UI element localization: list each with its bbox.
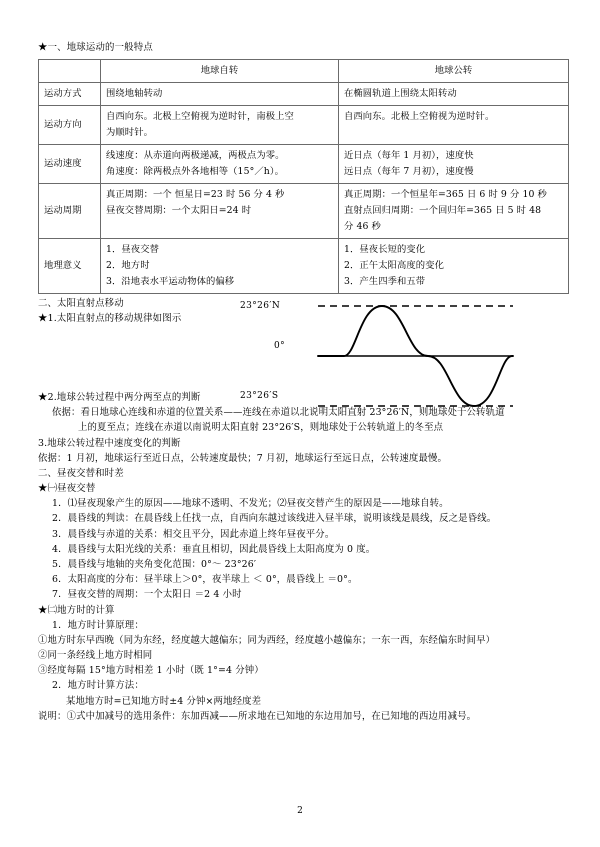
section-3-list-item-3: 3．晨昏线与赤道的关系：相交且平分，因此赤道上终年昼夜平分。: [52, 528, 335, 540]
section-4-sub: ★㈡地方时的计算: [38, 604, 115, 616]
section-3-list-item-6: 6．太阳高度的分布：昼半球上＞0°，夜半球上 ＜ 0°，晨昏线上 ＝0°。: [52, 574, 358, 586]
section-2-item-3: 3.地球公转过程中速度变化的判断: [38, 437, 181, 449]
section-4-note: 说明：①式中加减号的选用条件：东加西减——所求地在已知地的东边用加号，在已知地的西边用减号。: [38, 710, 477, 722]
cell-revolution-motion-speed: [339, 145, 569, 184]
table-header-row: [39, 60, 569, 83]
cell-rotation-geographic-significance: [101, 239, 339, 294]
cell-line-spacer: [106, 219, 333, 235]
cell-line: 分 46 秒: [344, 221, 381, 232]
cell-list-item: 3．产生四季和五带: [344, 276, 426, 287]
cell-line: 在椭圆轨道上围绕太阳转动: [344, 88, 457, 99]
cell-line: 昼夜交替周期：一个太阳日=24 时: [106, 205, 252, 216]
row-label-geographic-significance: 地理意义: [39, 239, 101, 294]
section-2-item-2-basis-line-2: 上的夏至点；连线在赤道以南说明太阳直射 23°26′S，则地球处于公转轨道上的冬至点: [78, 422, 444, 434]
section-2-item-2: ★2.地球公转过程中两分两至点的判断: [38, 392, 201, 404]
diagram-label-north-tropic: 23°26′N: [240, 301, 281, 311]
section-4-item-1-sub-2: ②同一条经线上地方时相同: [38, 650, 153, 662]
row-label-motion-speed: 运动速度: [39, 145, 101, 184]
section-2-item-2-basis-line-1: 依据：看日地球心连线和赤道的位置关系——连线在赤道以北说明太阳直射 23°26′N，则地球处于公转轨道: [52, 407, 505, 419]
section-2-item-1: ★1.太阳直射点的移动规律如图示: [38, 313, 182, 325]
cell-rotation-motion-speed: [101, 145, 339, 184]
cell-line: 近日点（每年 1 月初），速度快: [344, 150, 474, 161]
cell-line: 自西向东。北极上空俯视为逆时针。: [344, 111, 495, 122]
earth-motion-comparison-table: [38, 59, 569, 294]
table-row: [39, 145, 569, 184]
section-3-list-item-5: 5．晨昏线与地轴的夹角变化范围：0°～ 23°26′: [52, 559, 257, 571]
cell-line: 直射点回归周期：一个回归年=365 日 5 时 48: [344, 205, 542, 216]
cell-rotation-motion-direction: [101, 106, 339, 145]
section-1-heading: ★一、地球运动的一般特点: [38, 42, 153, 53]
page-number: 2: [297, 806, 303, 816]
cell-list: [344, 242, 563, 290]
section-2-item-3-basis: 依据：1 月初，地球运行至近日点，公转速度最快；7 月初，地球运行至远日点，公转速度最慢。: [38, 452, 448, 464]
cell-rotation-motion-mode: [101, 83, 339, 106]
diagram-label-south-tropic: 23°26′S: [240, 391, 279, 401]
cell-line: 角速度：除两极点外各地相等（15°／h）。: [106, 166, 284, 177]
section-4-item-1-sub-1: ①地方时东早西晚（同为东经，经度越大越偏东；同为西经，经度越小越偏东；一东一西，东经偏东时间早）: [38, 634, 496, 646]
cell-line: 真正周期：一个恒星年=365 日 6 时 9 分 10 秒: [344, 189, 547, 200]
cell-list-item: 3．沿地表水平运动物体的偏移: [106, 276, 235, 287]
cell-revolution-motion-period: [339, 184, 569, 239]
table-header-rotation: 地球自转: [101, 60, 339, 83]
section-3-heading: 二、昼夜交替和时差: [38, 468, 124, 480]
cell-revolution-geographic-significance: [339, 239, 569, 294]
cell-revolution-motion-mode: [339, 83, 569, 106]
section-4-item-2-formula: 某地地方时=已知地方时±4 分钟×两地经度差: [66, 695, 262, 707]
section-4-item-1-sub-3: ③经度每隔 15°地方时相差 1 小时（既 1°=4 分钟）: [38, 665, 264, 677]
cell-list-item: 1．昼夜长短的变化: [344, 244, 426, 255]
diagram-label-equator: 0°: [274, 341, 286, 351]
table-header-blank: [39, 60, 101, 83]
diagram-svg: [236, 296, 576, 408]
section-4-item-2: 2．地方时计算方法：: [52, 680, 144, 692]
section-3-list-item-4: 4．晨昏线与太阳光线的关系：垂直且相切，因此晨昏线上太阳高度为 0 度。: [52, 543, 376, 555]
table-row: [39, 83, 569, 106]
cell-list-item: 1．昼夜交替: [106, 244, 159, 255]
section-4-item-1: 1．地方时计算原理：: [52, 619, 144, 631]
cell-line: 为顺时针。: [106, 127, 153, 138]
section-3-list-item-7: 7．昼夜交替的周期：一个太阳日 ＝2 4 小时: [52, 589, 242, 601]
cell-list: [106, 242, 333, 290]
row-label-motion-direction: 运动方向: [39, 106, 101, 145]
row-label-motion-mode: 运动方式: [39, 83, 101, 106]
cell-line: 围绕地轴转动: [106, 88, 163, 99]
cell-line: 真正周期：一个 恒星日=23 时 56 分 4 秒: [106, 189, 285, 200]
row-label-motion-period: 运动周期: [39, 184, 101, 239]
table-row: [39, 239, 569, 294]
table-row: [39, 106, 569, 145]
table-header-revolution: 地球公转: [339, 60, 569, 83]
cell-line: 远日点（每年 7 月初），速度慢: [344, 166, 474, 177]
solar-declination-diagram: [236, 296, 576, 408]
cell-line-spacer: [344, 125, 563, 141]
cell-line: 线速度：从赤道向两极递减，两极点为零。: [106, 150, 285, 161]
section-3-list-item-1: 1．⑴昼夜现象产生的原因——地球不透明、不发光；⑵昼夜交替产生的原因是——地球自转。: [52, 498, 449, 510]
cell-list-item: 2．正午太阳高度的变化: [344, 260, 444, 271]
section-3-list-item-2: 2．晨昏线的判读：在晨昏线上任找一点，自西向东越过该线进入昼半球，说明该线是晨线，反之是昏线。: [52, 513, 497, 525]
cell-list-item: 2．地方时: [106, 260, 150, 271]
cell-rotation-motion-period: [101, 184, 339, 239]
table-row: [39, 184, 569, 239]
section-3-sub-1: ★㈠昼夜交替: [38, 483, 96, 495]
cell-revolution-motion-direction: [339, 106, 569, 145]
cell-line: 自西向东。北极上空俯视为逆时针，南极上空: [106, 111, 294, 122]
section-2-heading: 二、太阳直射点移动: [38, 298, 124, 309]
